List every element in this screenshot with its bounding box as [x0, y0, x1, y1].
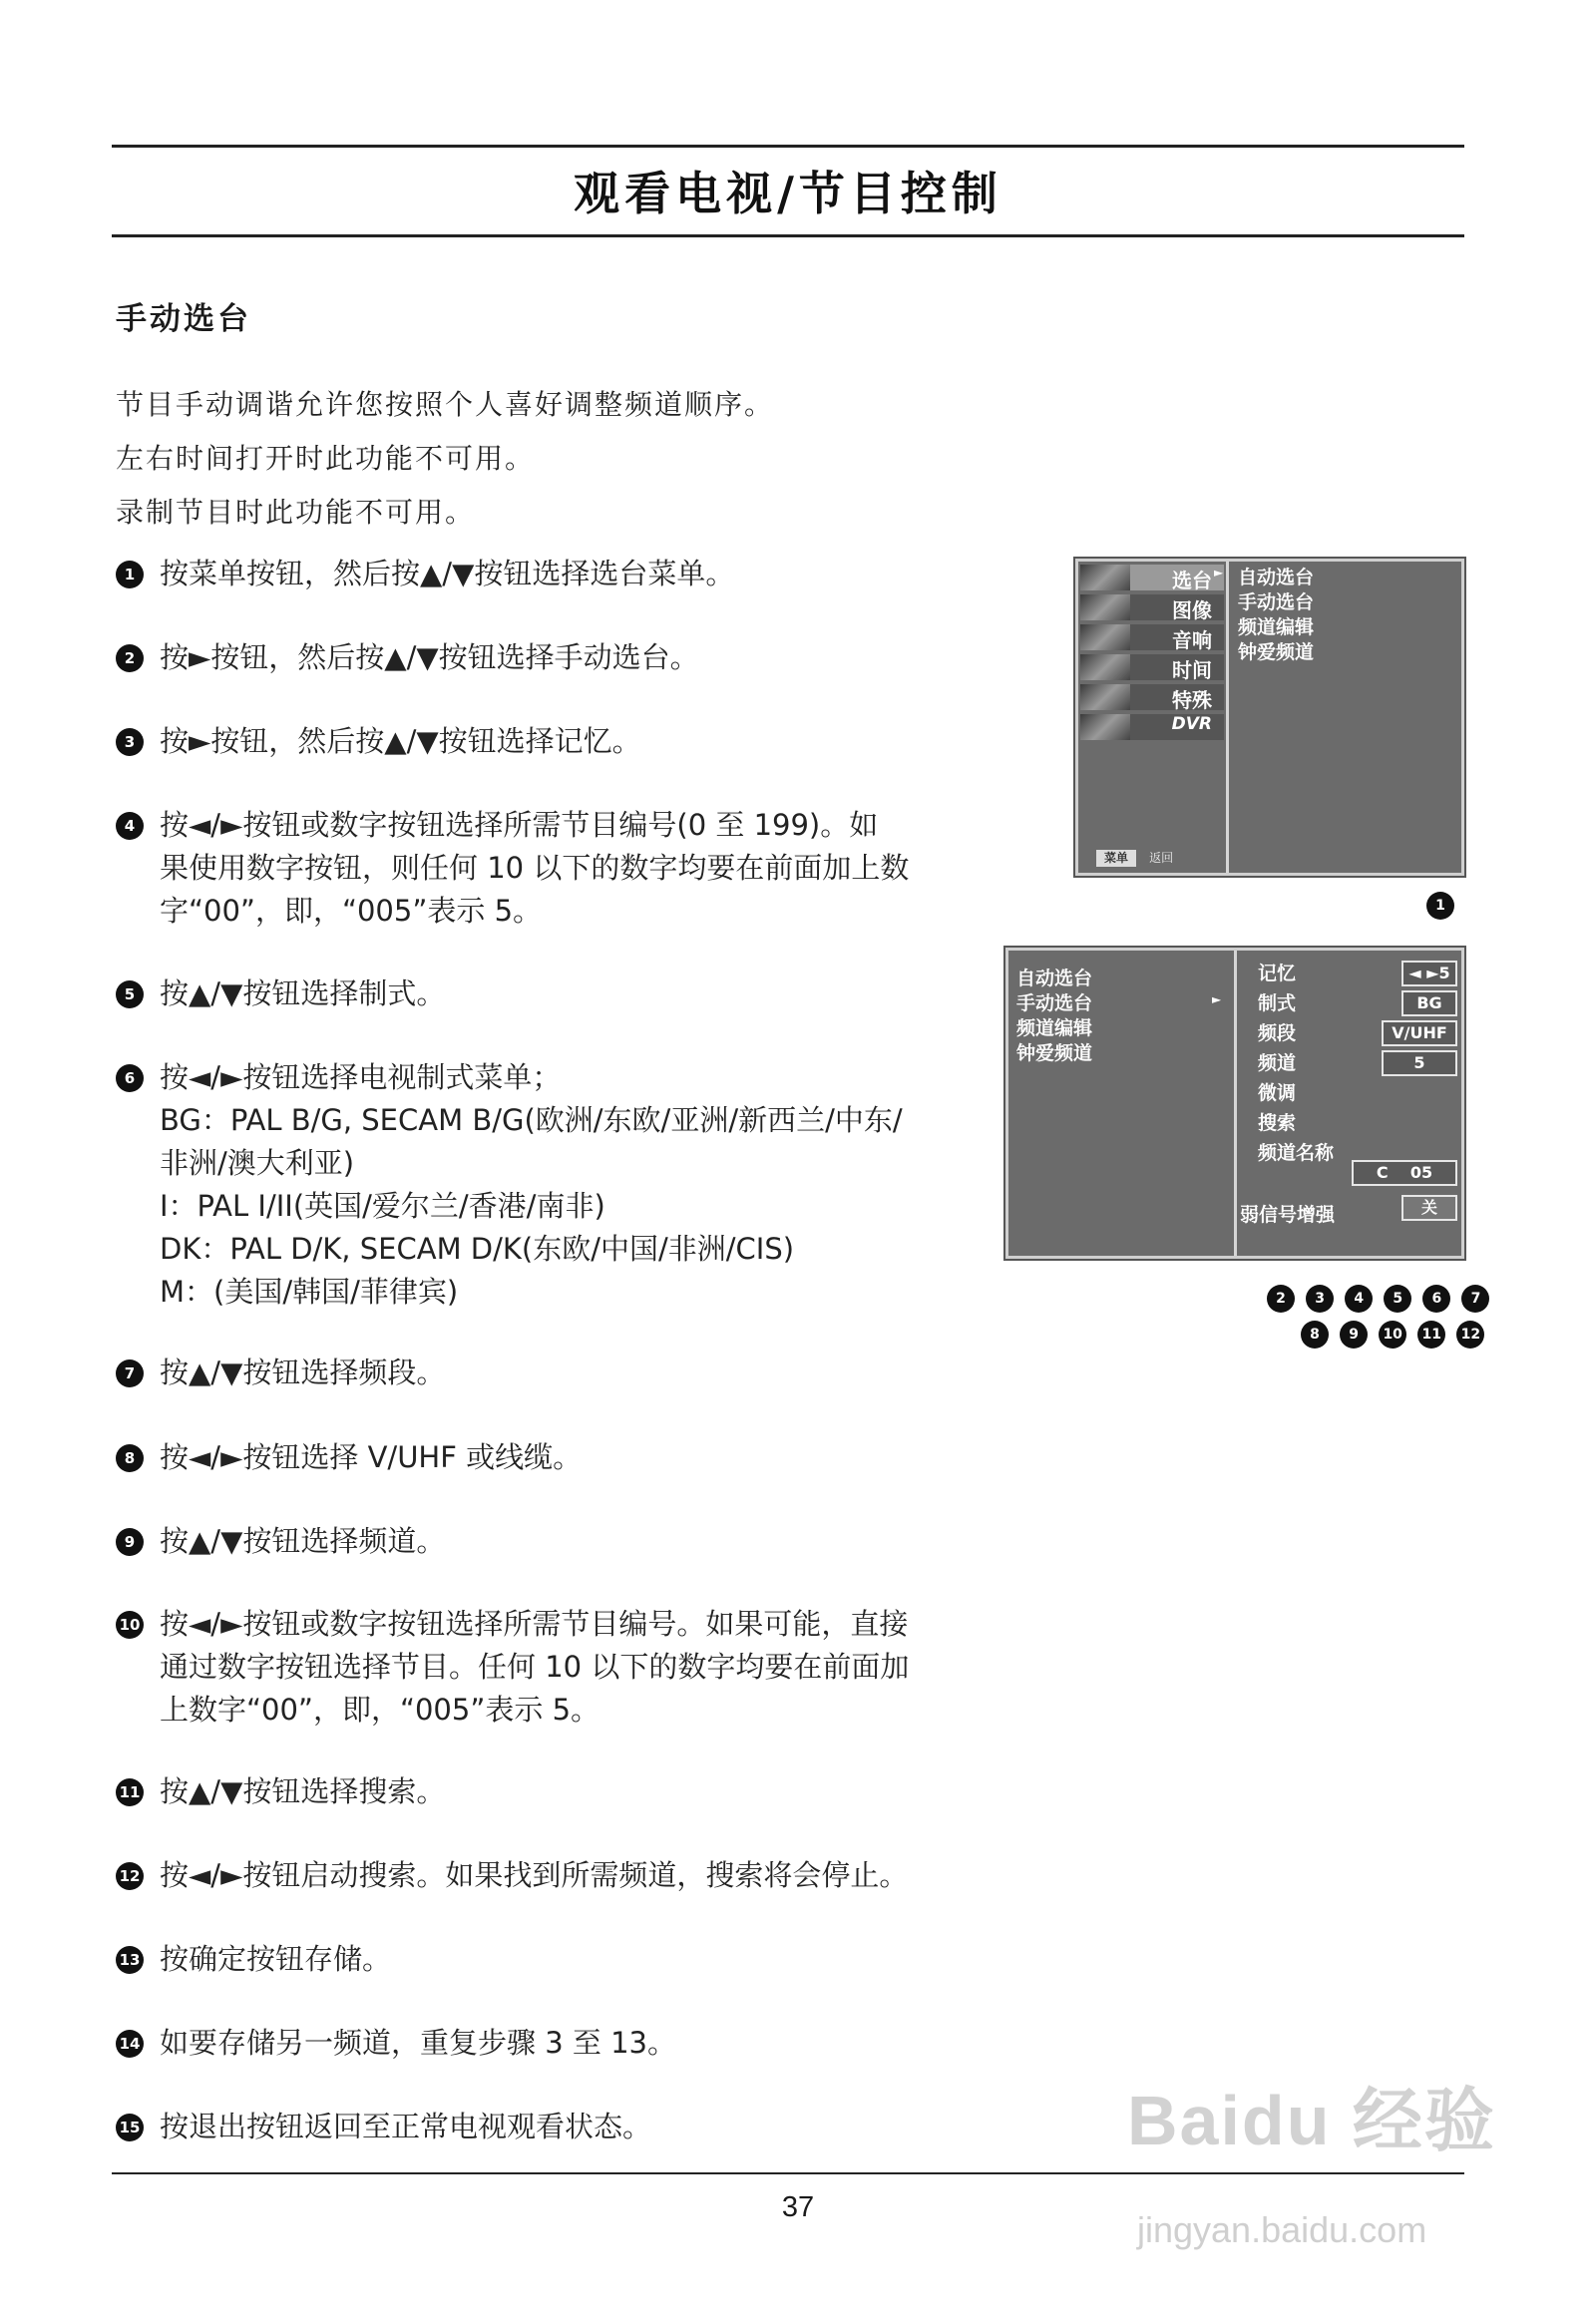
step-text: 按菜单按钮，然后按▲/▼按钮选择选台菜单。 — [160, 557, 735, 590]
step-marker: 10 — [1379, 1321, 1406, 1349]
step-9 — [116, 1520, 974, 1563]
time-thumbnail-icon — [1080, 654, 1130, 680]
setting-label: 记忆 — [1258, 963, 1297, 984]
title-underline — [112, 234, 1464, 237]
tuning-menu-item[interactable]: 频道编辑 — [1016, 1017, 1093, 1039]
setting-label: 微调 — [1258, 1082, 1297, 1104]
step-number-badge: 4 — [116, 812, 144, 840]
step-text: 按▲/▼按钮选择搜索。 — [160, 1774, 446, 1808]
storage-value-box[interactable]: ◄ ►5 — [1401, 961, 1457, 986]
category-label: 时间 — [1172, 658, 1212, 682]
step-text: 非洲/澳大利亚) — [160, 1146, 355, 1180]
intro-line: 录制节目时此功能不可用。 — [116, 496, 476, 529]
category-item-sound[interactable] — [1078, 623, 1226, 651]
step-8 — [116, 1436, 974, 1479]
picture-thumbnail-icon — [1080, 594, 1130, 620]
watermark-url: jingyan.baidu.com — [1137, 2209, 1427, 2250]
step-number-badge: 9 — [116, 1528, 144, 1556]
step-text: 按◄/►按钮或数字按钮选择所需节目编号(0 至 199)。如 — [160, 808, 879, 842]
selected-arrow-icon: ► — [1212, 992, 1222, 1006]
step-text: 按►按钮，然后按▲/▼按钮选择手动选台。 — [160, 640, 699, 674]
step-5 — [116, 972, 974, 1015]
page-title: 观看电视/节目控制 — [574, 167, 1002, 220]
band-value-box[interactable]: V/UHF — [1382, 1020, 1457, 1046]
step-marker: 9 — [1340, 1321, 1368, 1349]
step-number-badge: 8 — [116, 1444, 144, 1472]
step-text: 按确定按钮存储。 — [160, 1942, 392, 1976]
step-marker: 5 — [1384, 1285, 1411, 1313]
top-rule — [112, 145, 1464, 148]
setting-label: 制式 — [1258, 992, 1297, 1014]
setting-label: 频段 — [1258, 1022, 1297, 1044]
category-item-channel[interactable] — [1078, 564, 1226, 591]
figure-markers-row1 — [1261, 1285, 1489, 1313]
step-text: M：(美国/韩国/菲律宾) — [160, 1275, 459, 1309]
intro-line: 节目手动调谐允许您按照个人喜好调整频道顺序。 — [116, 388, 775, 421]
setting-label: 频道 — [1258, 1052, 1297, 1074]
channel-thumbnail-icon — [1080, 565, 1130, 590]
step-12 — [116, 1854, 974, 1897]
step-number-badge: 10 — [116, 1611, 144, 1639]
step-marker: 7 — [1461, 1285, 1489, 1313]
category-item-special[interactable] — [1078, 683, 1226, 711]
menu-footer — [1096, 847, 1173, 865]
step-number-badge: 3 — [116, 728, 144, 756]
system-value-box[interactable]: BG — [1401, 990, 1457, 1016]
submenu-item[interactable]: 钟爱频道 — [1238, 641, 1315, 663]
submenu-item[interactable]: 手动选台 — [1238, 591, 1315, 613]
tuning-settings — [1240, 959, 1336, 1230]
step-text: DK：PAL D/K, SECAM D/K(东欧/中国/非洲/CIS) — [160, 1232, 795, 1266]
tuning-menu-item[interactable]: 自动选台 — [1016, 968, 1093, 989]
step-text: 按◄/►按钮选择 V/UHF 或线缆。 — [160, 1440, 583, 1474]
special-thumbnail-icon — [1080, 684, 1130, 710]
step-text: 字“00”，即，“005”表示 5。 — [160, 894, 543, 928]
step-number-badge: 11 — [116, 1778, 144, 1806]
channel-value-box[interactable]: 5 — [1382, 1050, 1457, 1076]
step-text: 按退出按钮返回至正常电视观看状态。 — [160, 2110, 652, 2143]
step-number-badge: 5 — [116, 980, 144, 1008]
step-marker: 12 — [1456, 1321, 1484, 1349]
category-item-time[interactable] — [1078, 653, 1226, 681]
step-text: 上数字“00”，即，“005”表示 5。 — [160, 1693, 600, 1727]
step-number-badge: 15 — [116, 2114, 144, 2141]
step-text: 按◄/►按钮启动搜索。如果找到所需频道，搜索将会停止。 — [160, 1858, 909, 1892]
step-number-badge: 1 — [116, 561, 144, 588]
category-label: 图像 — [1172, 598, 1212, 622]
step-1 — [116, 553, 974, 595]
submenu-item[interactable]: 频道编辑 — [1238, 616, 1315, 638]
back-label: 返回 — [1149, 851, 1174, 865]
tuning-menu-item[interactable]: 钟爱频道 — [1016, 1042, 1093, 1064]
category-column — [1078, 562, 1229, 873]
step-10 — [116, 1603, 974, 1732]
step-text: 按▲/▼按钮选择制式。 — [160, 976, 446, 1010]
tuning-menu-item[interactable]: 手动选台 — [1016, 992, 1093, 1014]
step-number-badge: 13 — [116, 1946, 144, 1974]
step-14 — [116, 2022, 974, 2065]
figure-marker-1 — [1426, 892, 1454, 920]
tuning-left-menu — [1008, 951, 1237, 1256]
setting-label: 搜索 — [1258, 1112, 1297, 1134]
watermark-logo: Baidu 经验 — [1127, 2082, 1496, 2159]
submenu-item[interactable]: 自动选台 — [1238, 567, 1315, 588]
booster-value-box[interactable]: 关 — [1401, 1195, 1457, 1221]
osd-manual-tuning-screen — [1005, 948, 1464, 1259]
channel-name-value-box[interactable]: C 05 — [1352, 1160, 1457, 1186]
sound-thumbnail-icon — [1080, 624, 1130, 650]
category-label: 选台 — [1172, 569, 1212, 592]
step-marker: 4 — [1345, 1285, 1373, 1313]
step-13 — [116, 1938, 974, 1981]
step-text: 果使用数字按钮，则任何 10 以下的数字均要在前面加上数 — [160, 851, 910, 885]
step-text: I：PAL I/II(英国/爱尔兰/香港/南非) — [160, 1189, 605, 1223]
step-marker: 1 — [1426, 892, 1454, 920]
category-item-picture[interactable] — [1078, 593, 1226, 621]
step-text: 按►按钮，然后按▲/▼按钮选择记忆。 — [160, 724, 641, 758]
page-number: 37 — [781, 2191, 815, 2223]
footer-rule — [112, 2172, 1464, 2174]
selection-arrow-icon: ► — [1214, 566, 1224, 580]
step-text: 按◄/►按钮选择电视制式菜单； — [160, 1060, 562, 1094]
step-text: 按▲/▼按钮选择频段。 — [160, 1356, 446, 1389]
step-number-badge: 6 — [116, 1064, 144, 1092]
submenu-list — [1238, 566, 1314, 665]
step-text: 按◄/►按钮或数字按钮选择所需节目编号。如果可能，直接 — [160, 1607, 909, 1641]
step-11 — [116, 1770, 974, 1813]
figure-markers-row2 — [1295, 1321, 1484, 1349]
step-4 — [116, 804, 974, 933]
step-number-badge: 2 — [116, 644, 144, 672]
section-title: 手动选台 — [116, 301, 251, 337]
setting-label: 频道名称 — [1258, 1142, 1335, 1164]
step-marker: 6 — [1422, 1285, 1450, 1313]
dvr-thumbnail-icon — [1080, 714, 1130, 740]
step-text: 按▲/▼按钮选择频道。 — [160, 1524, 446, 1558]
osd-main-menu-screen — [1075, 559, 1464, 876]
step-text: 通过数字按钮选择节目。任何 10 以下的数字均要在前面加 — [160, 1650, 910, 1684]
step-15 — [116, 2106, 974, 2148]
step-marker: 3 — [1306, 1285, 1334, 1313]
category-label: DVR — [1171, 714, 1212, 734]
menu-key-label: 菜单 — [1096, 850, 1136, 867]
step-text: BG：PAL B/G, SECAM B/G(欧洲/东欧/亚洲/新西兰/中东/ — [160, 1103, 903, 1137]
step-2 — [116, 636, 974, 679]
step-marker: 8 — [1301, 1321, 1329, 1349]
step-7 — [116, 1352, 974, 1394]
step-3 — [116, 720, 974, 763]
category-item-dvr[interactable] — [1078, 713, 1226, 741]
step-number-badge: 7 — [116, 1359, 144, 1387]
category-label: 特殊 — [1172, 688, 1212, 712]
booster-label: 弱信号增强 — [1240, 1204, 1336, 1226]
category-label: 音响 — [1172, 628, 1212, 652]
step-number-badge: 14 — [116, 2030, 144, 2058]
step-6 — [116, 1056, 974, 1314]
step-text: 如要存储另一频道，重复步骤 3 至 13。 — [160, 2026, 677, 2060]
step-number-badge: 12 — [116, 1862, 144, 1890]
step-marker: 2 — [1267, 1285, 1295, 1313]
intro-line: 左右时间打开时此功能不可用。 — [116, 442, 536, 475]
step-marker: 11 — [1417, 1321, 1445, 1349]
